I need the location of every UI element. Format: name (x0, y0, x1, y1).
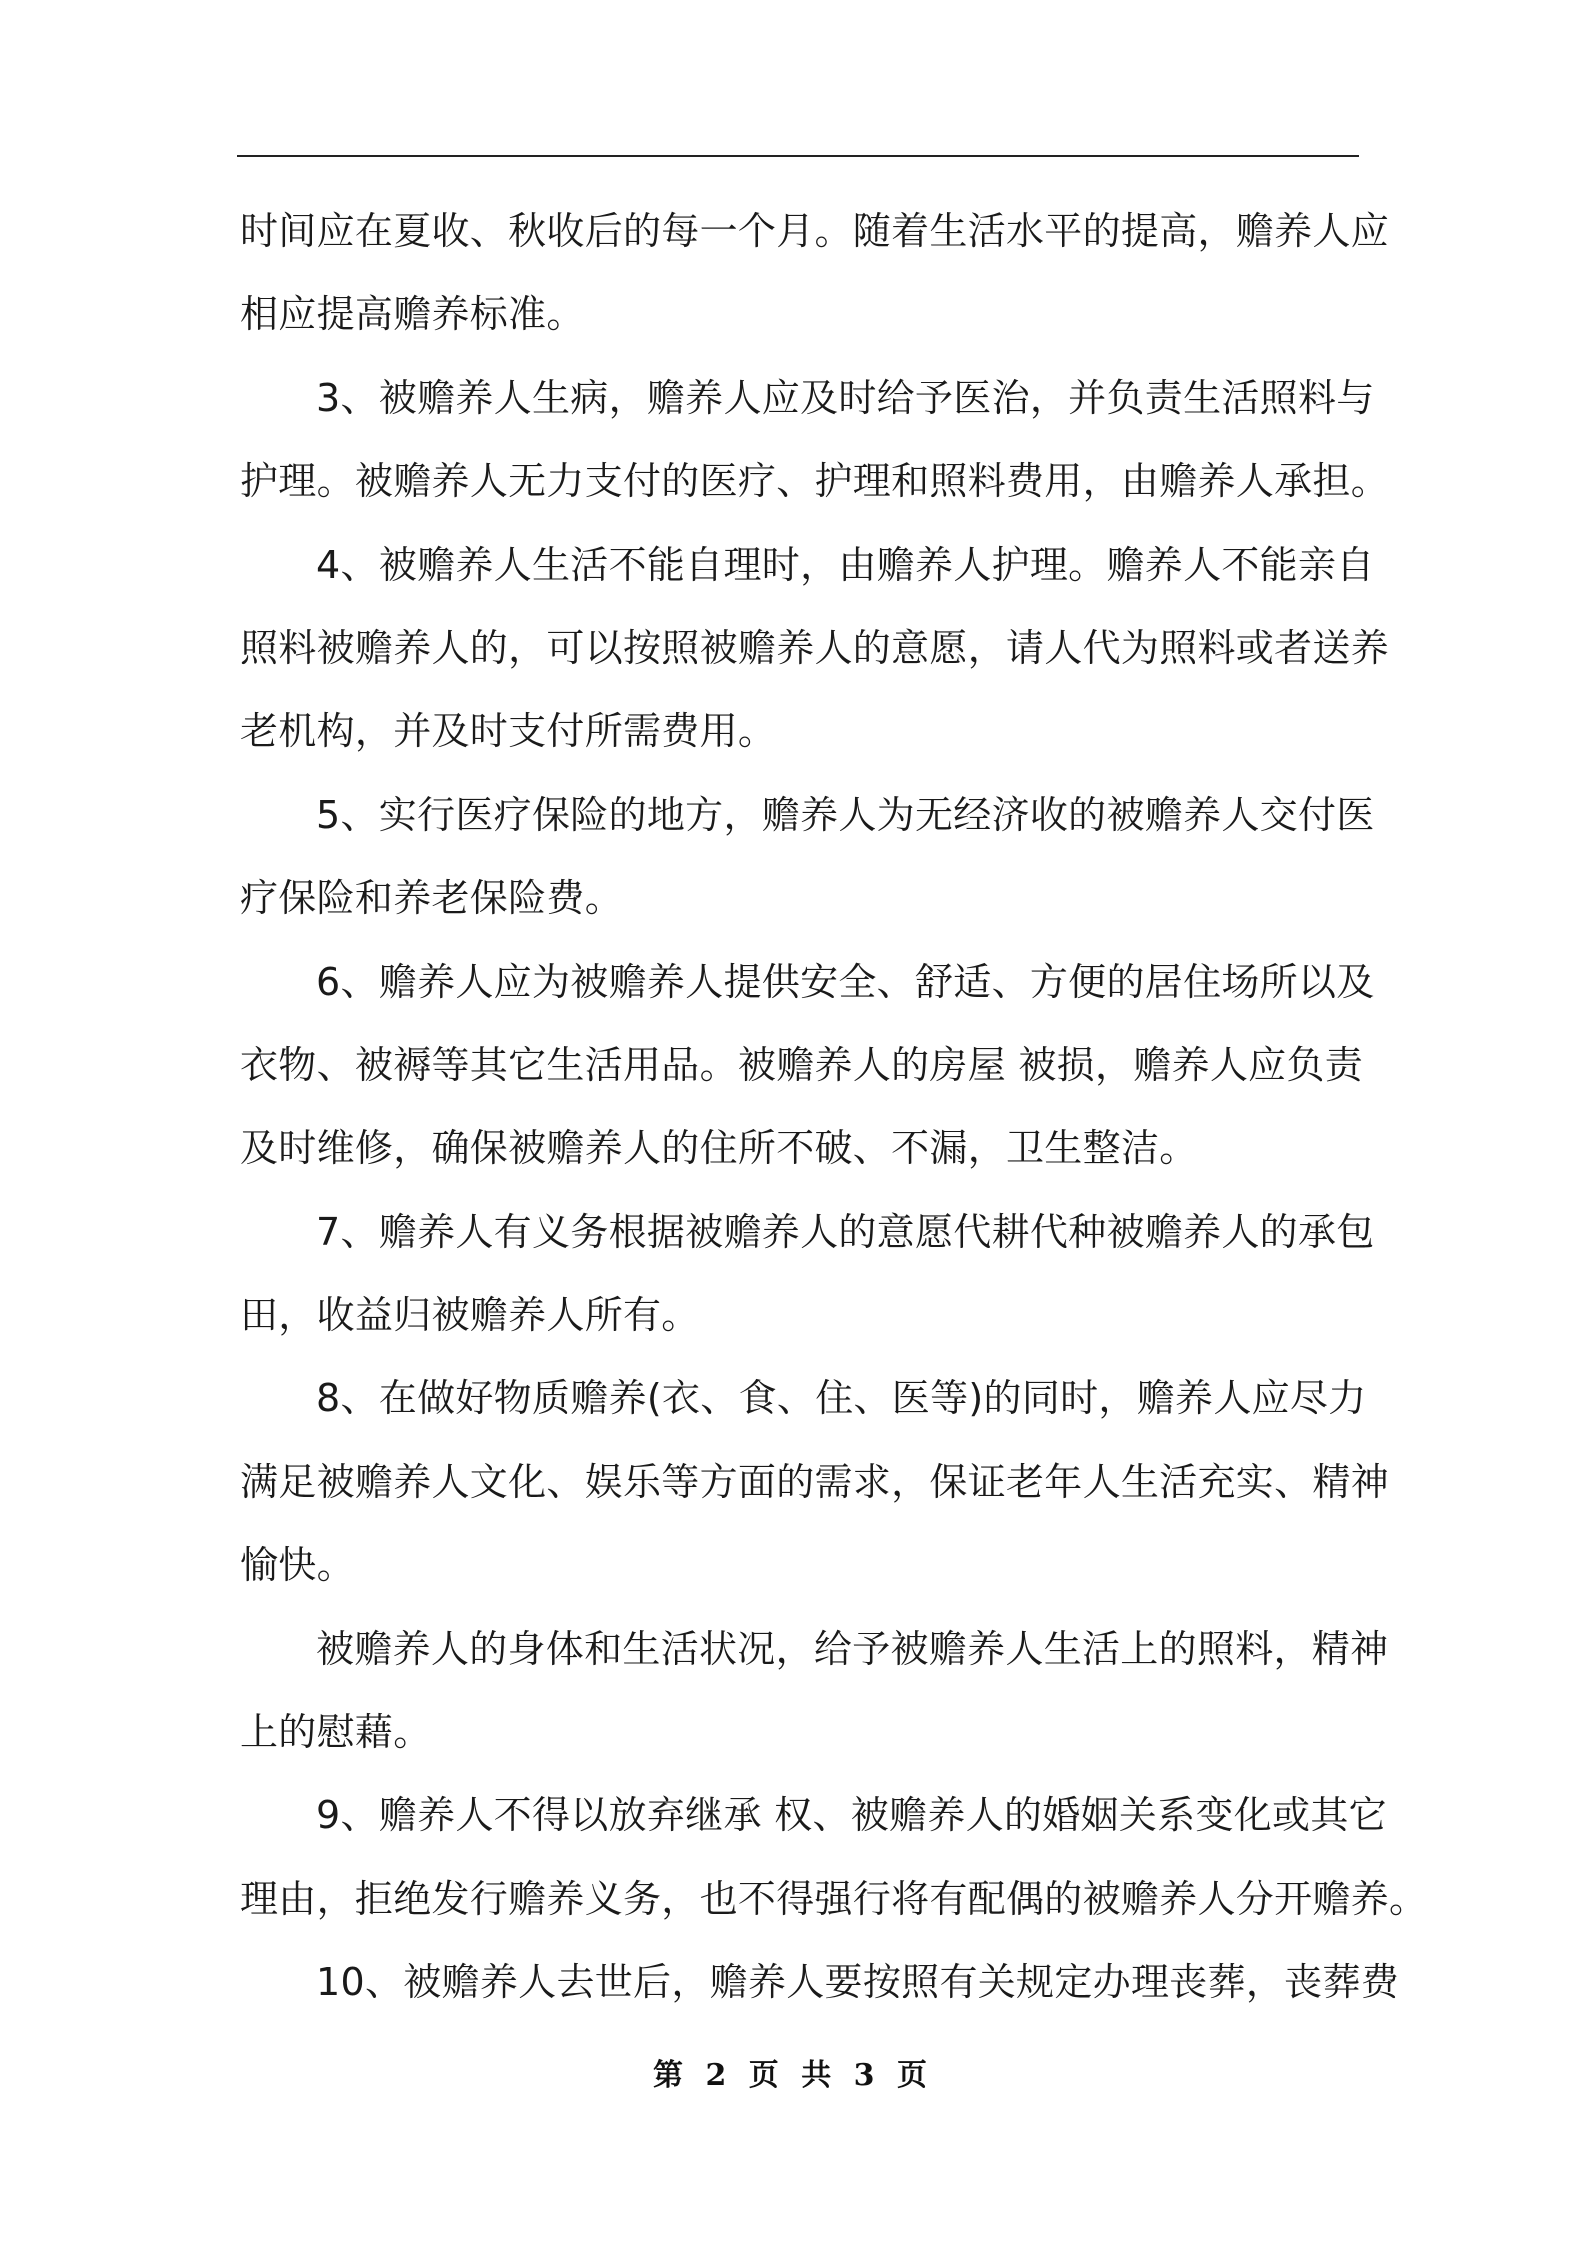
text-line: 照料被赡养人的，可以按照被赡养人的意愿，请人代为照料或者送养 (240, 625, 1390, 670)
header-divider (237, 155, 1359, 157)
page-number-footer: 第 2 页 共 3 页 (653, 2058, 933, 2093)
text-line: 7、赡养人有义务根据被赡养人的意愿代耕代种被赡养人的承包 (316, 1209, 1375, 1254)
text-line: 4、被赡养人生活不能自理时，由赡养人护理。赡养人不能亲自 (316, 542, 1375, 587)
text-line: 衣物、被褥等其它生活用品。被赡养人的房屋 被损，赡养人应负责 (240, 1042, 1364, 1087)
text-line: 9、赡养人不得以放弃继承 权、被赡养人的婚姻关系变化或其它 (316, 1793, 1387, 1838)
text-line: 及时维修，确保被赡养人的住所不破、不漏，卫生整洁。 (240, 1126, 1198, 1171)
text-line: 10、被赡养人去世后，赡养人要按照有关规定办理丧葬，丧葬费 (316, 1960, 1400, 2005)
text-line: 愉快。 (240, 1543, 355, 1588)
text-line: 满足被赡养人文化、娱乐等方面的需求，保证老年人生活充实、精神 (240, 1459, 1390, 1504)
text-line: 老机构，并及时支付所需费用。 (240, 709, 777, 754)
body-text (240, 196, 1428, 2031)
text-line: 相应提高赡养标准。 (240, 292, 585, 337)
text-line: 田，收益归被赡养人所有。 (240, 1293, 700, 1338)
text-line: 上的慰藉。 (240, 1710, 432, 1755)
text-line: 8、在做好物质赡养(衣、食、住、医等)的同时，赡养人应尽力 (316, 1376, 1367, 1421)
text-line: 理由，拒绝发行赡养义务，也不得强行将有配偶的被赡养人分开赡养。 (240, 1876, 1428, 1921)
text-line: 6、赡养人应为被赡养人提供安全、舒适、方便的居住场所以及 (316, 959, 1375, 1004)
text-line: 5、实行医疗保险的地方，赡养人为无经济收的被赡养人交付医 (316, 792, 1375, 837)
text-line: 3、被赡养人生病，赡养人应及时给予医治，并负责生活照料与 (316, 375, 1375, 420)
text-line: 护理。被赡养人无力支付的医疗、护理和照料费用，由赡养人承担。 (240, 459, 1390, 504)
text-line: 被赡养人的身体和生活状况，给予被赡养人生活上的照料，精神 (316, 1626, 1389, 1671)
text-line: 时间应在夏收、秋收后的每一个月。随着生活水平的提高，赡养人应 (240, 209, 1390, 253)
text-line: 疗保险和养老保险费。 (240, 876, 624, 921)
